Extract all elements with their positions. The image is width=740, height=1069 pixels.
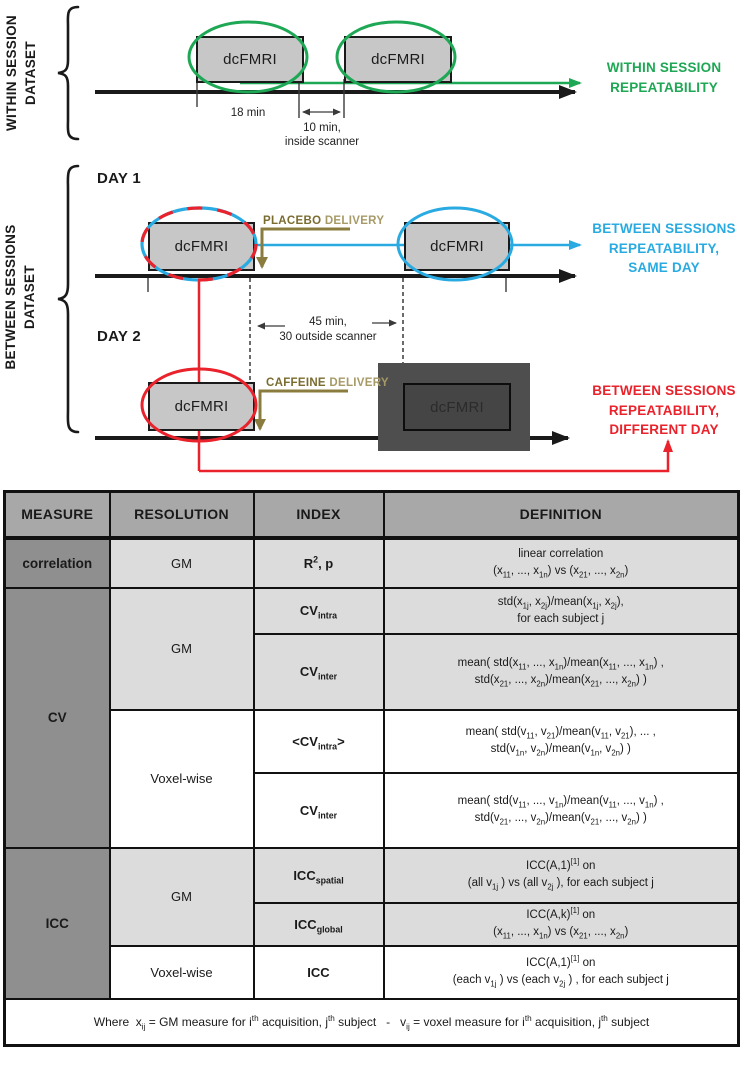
different-day-repeatability-label: BETWEEN SESSIONS REPEATABILITY, DIFFERENT DAY [592,383,736,437]
gap-45min-label: 45 min, 30 outside scanner [279,316,377,343]
cell-resolution: GM [110,588,254,710]
cell-measure: ICC [5,848,110,999]
within-session-dataset-label: WITHIN SESSION DATASET [4,15,38,131]
column-header-measure: MEASURE [5,492,110,538]
cell-definition: ICC(A,1)[1] on (each $v_{1j}$ ) vs (each $v_{2j}$ ) , for each subject j [384,946,739,999]
gap-10min-label: 10 min, inside scanner [284,122,360,148]
cell-index: $ICC_{spatial}$ [254,848,384,903]
experiment-design-diagram [0,0,740,487]
dcfmri-label: dcFMRI [430,238,484,255]
cell-resolution: Voxel-wise [110,710,254,848]
cell-index: $<CV_{intra}>$ [254,710,384,773]
dcfmri-label: dcFMRI [174,398,229,415]
table-row [5,848,739,903]
cell-definition: mean( $std(x_{11}$, ..., $x_{1n})/mean(x_{11}$, ..., $x_{1n}$) , $std(x_{21}$, ..., $x_{2n})/mean(x_{21}$, ..., $x_{2n}$) ) [384,634,739,710]
dcfmri-label: dcFMRI [371,51,425,68]
same-day-repeatability-label: BETWEEN SESSIONS REPEATABILITY, SAME DAY [592,221,736,275]
cell-resolution: Voxel-wise [110,946,254,999]
cell-definition: $std(x_{1j}$, $x_{2j})/mean(x_{1j}$, $x_{2j}$), for each subject j [384,588,739,634]
dcfmri-label: dcFMRI [174,238,229,255]
cell-resolution: GM [110,538,254,588]
column-header-definition: DEFINITION [384,492,739,538]
cell-measure: CV [5,588,110,848]
day1-label: DAY 1 [97,170,142,187]
placebo-delivery-label: PLACEBO DELIVERY [263,215,385,227]
measures-definition-table [3,490,740,1047]
cell-index: ICC [254,946,384,999]
day2-label: DAY 2 [97,328,142,345]
cell-definition: mean( $std(v_{11}$, $v_{21})/mean(v_{11}$, $v_{21}$), ... , $std(v_{1n}$, $v_{2n})/mean(v_{1n}$, $v_{2n}$) ) [384,710,739,773]
cell-definition: ICC(A,1)[1] on (all $v_{1j}$ ) vs (all $v_{2j}$ ), for each subject j [384,848,739,903]
cell-index: $CV_{inter}$ [254,634,384,710]
between-sessions-dataset-label: BETWEEN SESSIONS DATASET [3,224,37,370]
cell-measure: correlation [5,538,110,588]
table-header-row [5,492,739,538]
scan-duration-label: 18 min [230,107,266,119]
table-row [5,538,739,588]
column-header-index: INDEX [254,492,384,538]
table-footer-row [5,999,739,1046]
dcfmri-label: dcFMRI [430,398,484,416]
table-footnote: Where $x_{ij}$ = GM measure for $i^{th}$ acquisition, $j^{th}$ subject - $v_{ij}$ = voxel measure for $i^{th}$ acquisition, $j^{th}$ subject [5,999,739,1046]
table-row [5,588,739,634]
caffeine-delivery-label: CAFFEINE DELIVERY [266,377,389,389]
cell-index: $ICC_{global}$ [254,903,384,946]
cell-resolution: GM [110,848,254,946]
cell-definition: linear correlation ($x_{11}$, ..., $x_{1n}$) vs ($x_{21}$, ..., $x_{2n}$) [384,538,739,588]
column-header-resolution: RESOLUTION [110,492,254,538]
cell-index: $CV_{intra}$ [254,588,384,634]
cell-index: $R^2$, p [254,538,384,588]
diagram-labels-layer [0,0,740,487]
cell-definition: mean( $std(v_{11}$, ..., $v_{1n})/mean(v_{11}$, ..., $v_{1n}$) , $std(v_{21}$, ..., $v_{2n})/mean(v_{21}$, ..., $v_{2n}$) ) [384,773,739,848]
cell-definition: ICC(A,k)[1] on ($x_{11}$, ..., $x_{1n}$) vs ($x_{21}$, ..., $x_{2n}$) [384,903,739,946]
cell-index: $CV_{inter}$ [254,773,384,848]
dcfmri-label: dcFMRI [223,51,277,68]
table-row [5,946,739,999]
table-row [5,710,739,773]
within-session-repeatability-label: WITHIN SESSION REPEATABILITY [606,60,722,95]
